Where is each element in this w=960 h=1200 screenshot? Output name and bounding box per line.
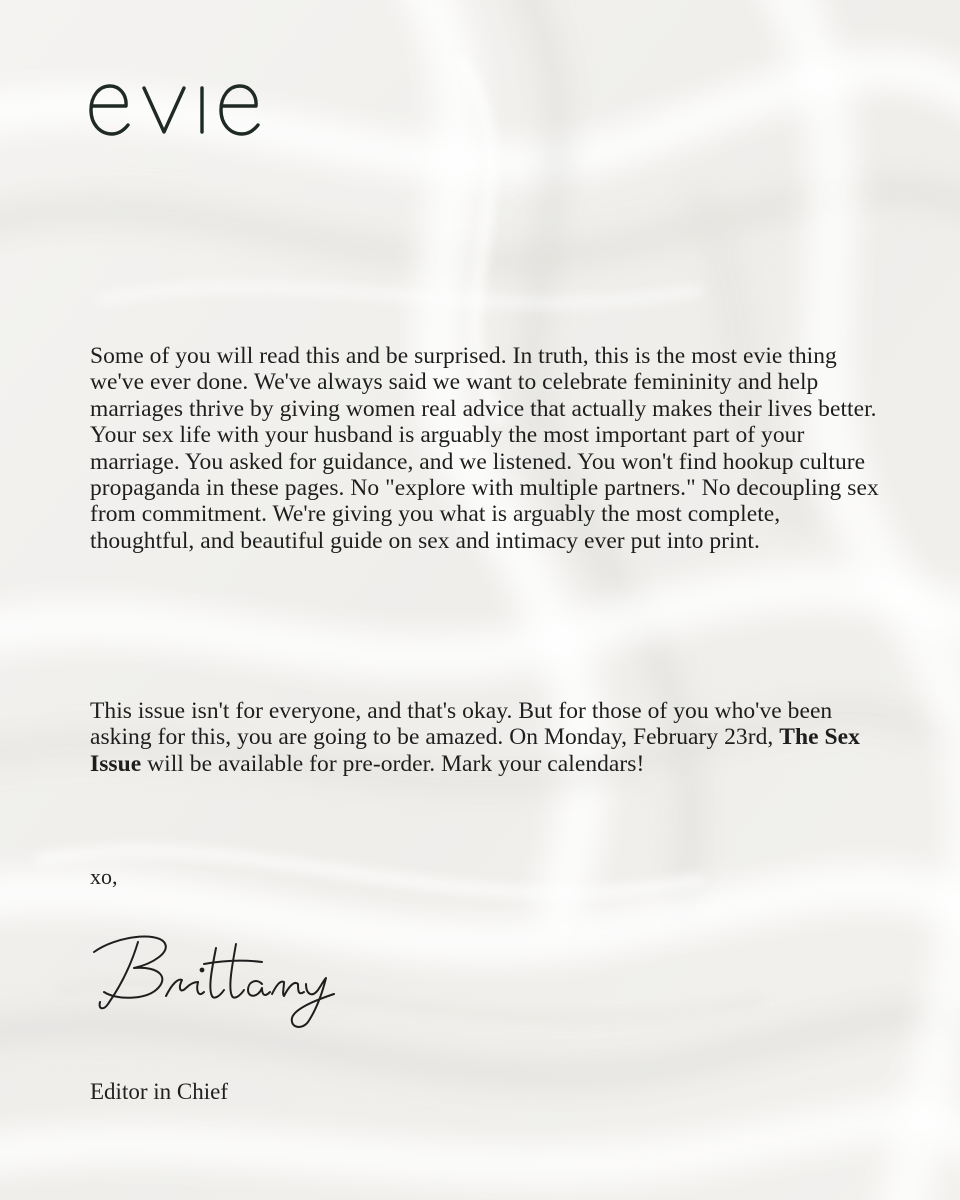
evie-logo bbox=[86, 72, 286, 152]
paragraph-2-text-end: will be available for pre-order. Mark your calendars! bbox=[141, 750, 645, 777]
issue-title: The Sex Issue bbox=[90, 724, 860, 777]
letter-paragraph-2 bbox=[90, 698, 880, 777]
signature bbox=[86, 918, 406, 1028]
signature-brittany bbox=[86, 918, 406, 1028]
signoff: xo, bbox=[90, 864, 118, 889]
letter-paragraph-1: Some of you will read this and be surprised. In truth, this is the most evie thing we've ever done. We've always said we want to celebrate femininity and help marriages thrive by giving women real advice that actually makes their lives better. Your sex life with your husband is arguably the most important part of your marriage. You asked for guidance, and we listened. You won't find hookup culture propaganda in these pages. No "explore with multiple partners." No decoupling sex from commitment. We're giving you what is arguably the most complete, thoughtful, and beautiful guide on sex and intimacy ever put into print. bbox=[90, 343, 879, 554]
paragraph-2-text-start: This issue isn't for everyone, and that's okay. But for those of you who've been asking for this, you are going to be amazed. On Monday, February 23rd, bbox=[90, 698, 833, 751]
evie-logotype bbox=[86, 72, 286, 152]
signer-title: Editor in Chief bbox=[90, 1079, 228, 1104]
